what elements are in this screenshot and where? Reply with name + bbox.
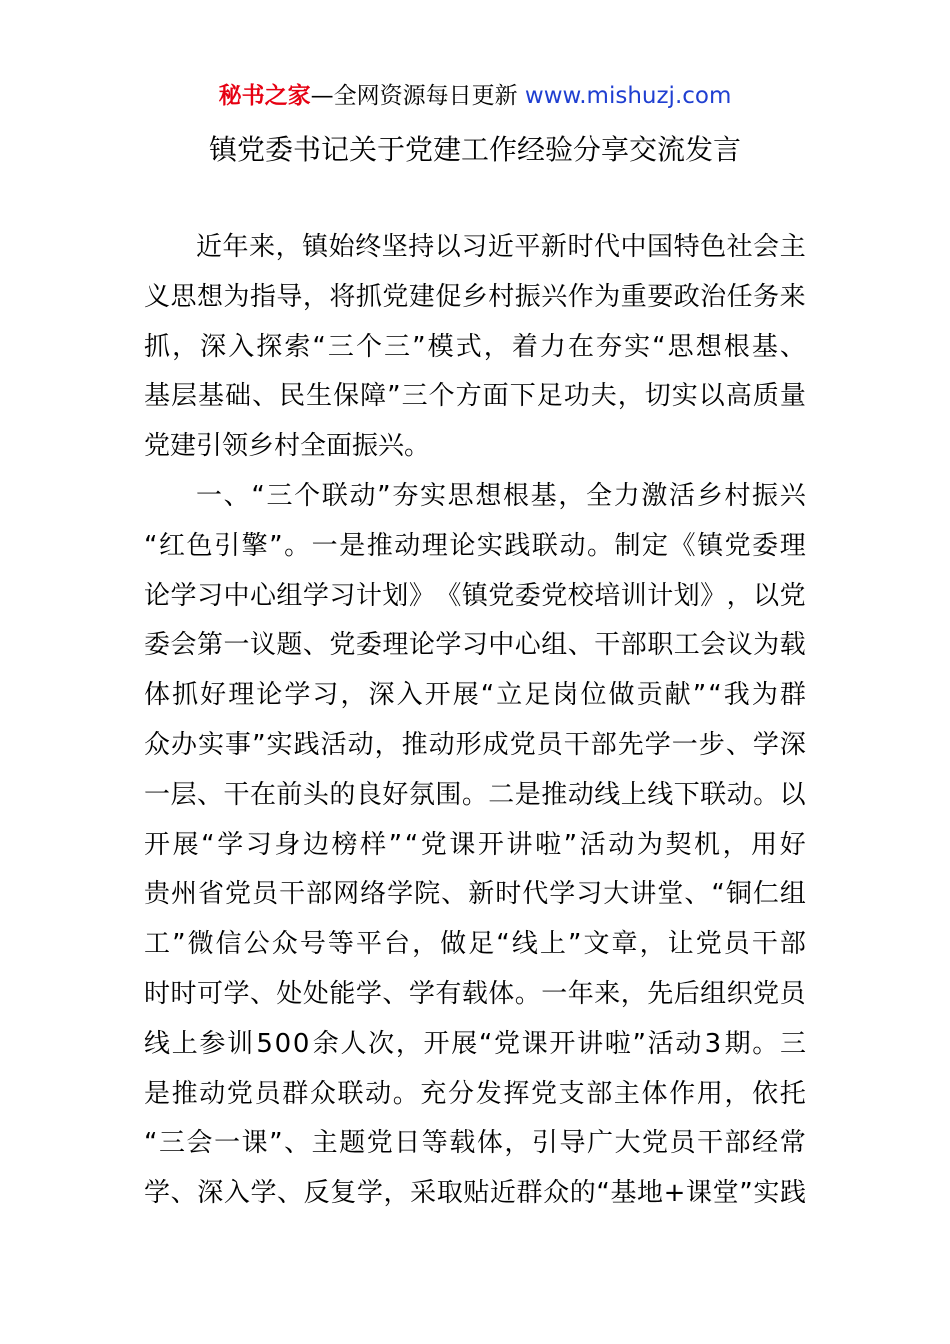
paragraph-line: 党建引领乡村全面振兴。 (144, 431, 431, 462)
paragraph-line: 论 学 习 中 心 组 学 习 计 划 》 《 镇 党 委 党 校 培 训 计 划 》 ， 以 党 (144, 580, 806, 611)
paragraph-line: 抓 ， 深 入 探 索 “ 三 个 三 ” 模 式 ， 着 力 在 夯 实 “ 思 想 根 基 、 (144, 331, 806, 362)
site-brand: 秘书之家 (218, 83, 311, 109)
paragraph-line: 开 展 “ 学 习 身 边 榜 样 ” “ 党 课 开 讲 啦 ” 活 动 为 契 机 ， 用 好 (144, 829, 806, 860)
paragraph-line: 众 办 实 事 ” 实 践 活 动 ， 推 动 形 成 党 员 干 部 先 学 一 步 、 学 深 (144, 730, 806, 760)
document-title: 镇党委书记关于党建工作经验分享交流发言 (208, 133, 741, 166)
paragraph-line: 学 、 深 入 学 、 反 复 学 ， 采 取 贴 近 群 众 的 “ 基 地 + 课 堂 ” 实 践 (144, 1178, 806, 1209)
paragraph-line: 工 ” 微 信 公 众 号 等 平 台 ， 做 足 “ 线 上 ” 文 章 ， 让 党 员 干 部 (144, 929, 806, 960)
paragraph-line: 一 、 “ 三 个 联 动 ” 夯 实 思 想 根 基 ， 全 力 激 活 乡 村 振 兴 (196, 481, 806, 511)
site-url-link[interactable]: www.mishuzj.com (524, 83, 732, 109)
paragraph-line: 贵 州 省 党 员 干 部 网 络 学 院 、 新 时 代 学 习 大 讲 堂 、 “ 铜 仁 组 (144, 879, 806, 910)
paragraph-line: 基 层 基 础 、 民 生 保 障 ” 三 个 方 面 下 足 功 夫 ， 切 实 以 高 质 量 (144, 381, 806, 412)
paragraph-line: 一 层 、 干 在 前 头 的 良 好 氛 围 。 二 是 推 动 线 上 线 下 联 动 。 以 (144, 779, 806, 810)
paragraph-line: “ 三 会 一 课 ” 、 主 题 党 日 等 载 体 ， 引 导 广 大 党 员 干 部 经 常 (144, 1128, 806, 1159)
paragraph-line: “ 红 色 引 擎 ” 。 一 是 推 动 理 论 实 践 联 动 。 制 定 《 镇 党 委 理 (144, 530, 806, 561)
site-header (0, 80, 950, 112)
paragraph-line: 委 会 第 一 议 题 、 党 委 理 论 学 习 中 心 组 、 干 部 职 工 会 议 为 载 (144, 630, 806, 661)
site-tagline: —全网资源每日更新 (310, 83, 525, 109)
paragraph-line: 义 思 想 为 指 导 ， 将 抓 党 建 促 乡 村 振 兴 作 为 重 要 政 治 任 务 来 (144, 281, 806, 312)
paragraph-line: 体 抓 好 理 论 学 习 ， 深 入 开 展 “ 立 足 岗 位 做 贡 献 ” “ 我 为 群 (144, 680, 806, 711)
paragraph-line: 是 推 动 党 员 群 众 联 动 。 充 分 发 挥 党 支 部 主 体 作 用 ， 依 托 (144, 1078, 806, 1109)
paragraph-line: 线 上 参 训 5 0 0 余 人 次 ， 开 展 “ 党 课 开 讲 啦 ” 活 动 3 期 。 三 (144, 1028, 806, 1059)
paragraph-line: 近 年 来 ， 镇 始 终 坚 持 以 习 近 平 新 时 代 中 国 特 色 社 会 主 (196, 232, 806, 262)
paragraph-line: 时 时 可 学 、 处 处 能 学 、 学 有 载 体 。 一 年 来 ， 先 后 组 织 党 员 (144, 979, 806, 1009)
